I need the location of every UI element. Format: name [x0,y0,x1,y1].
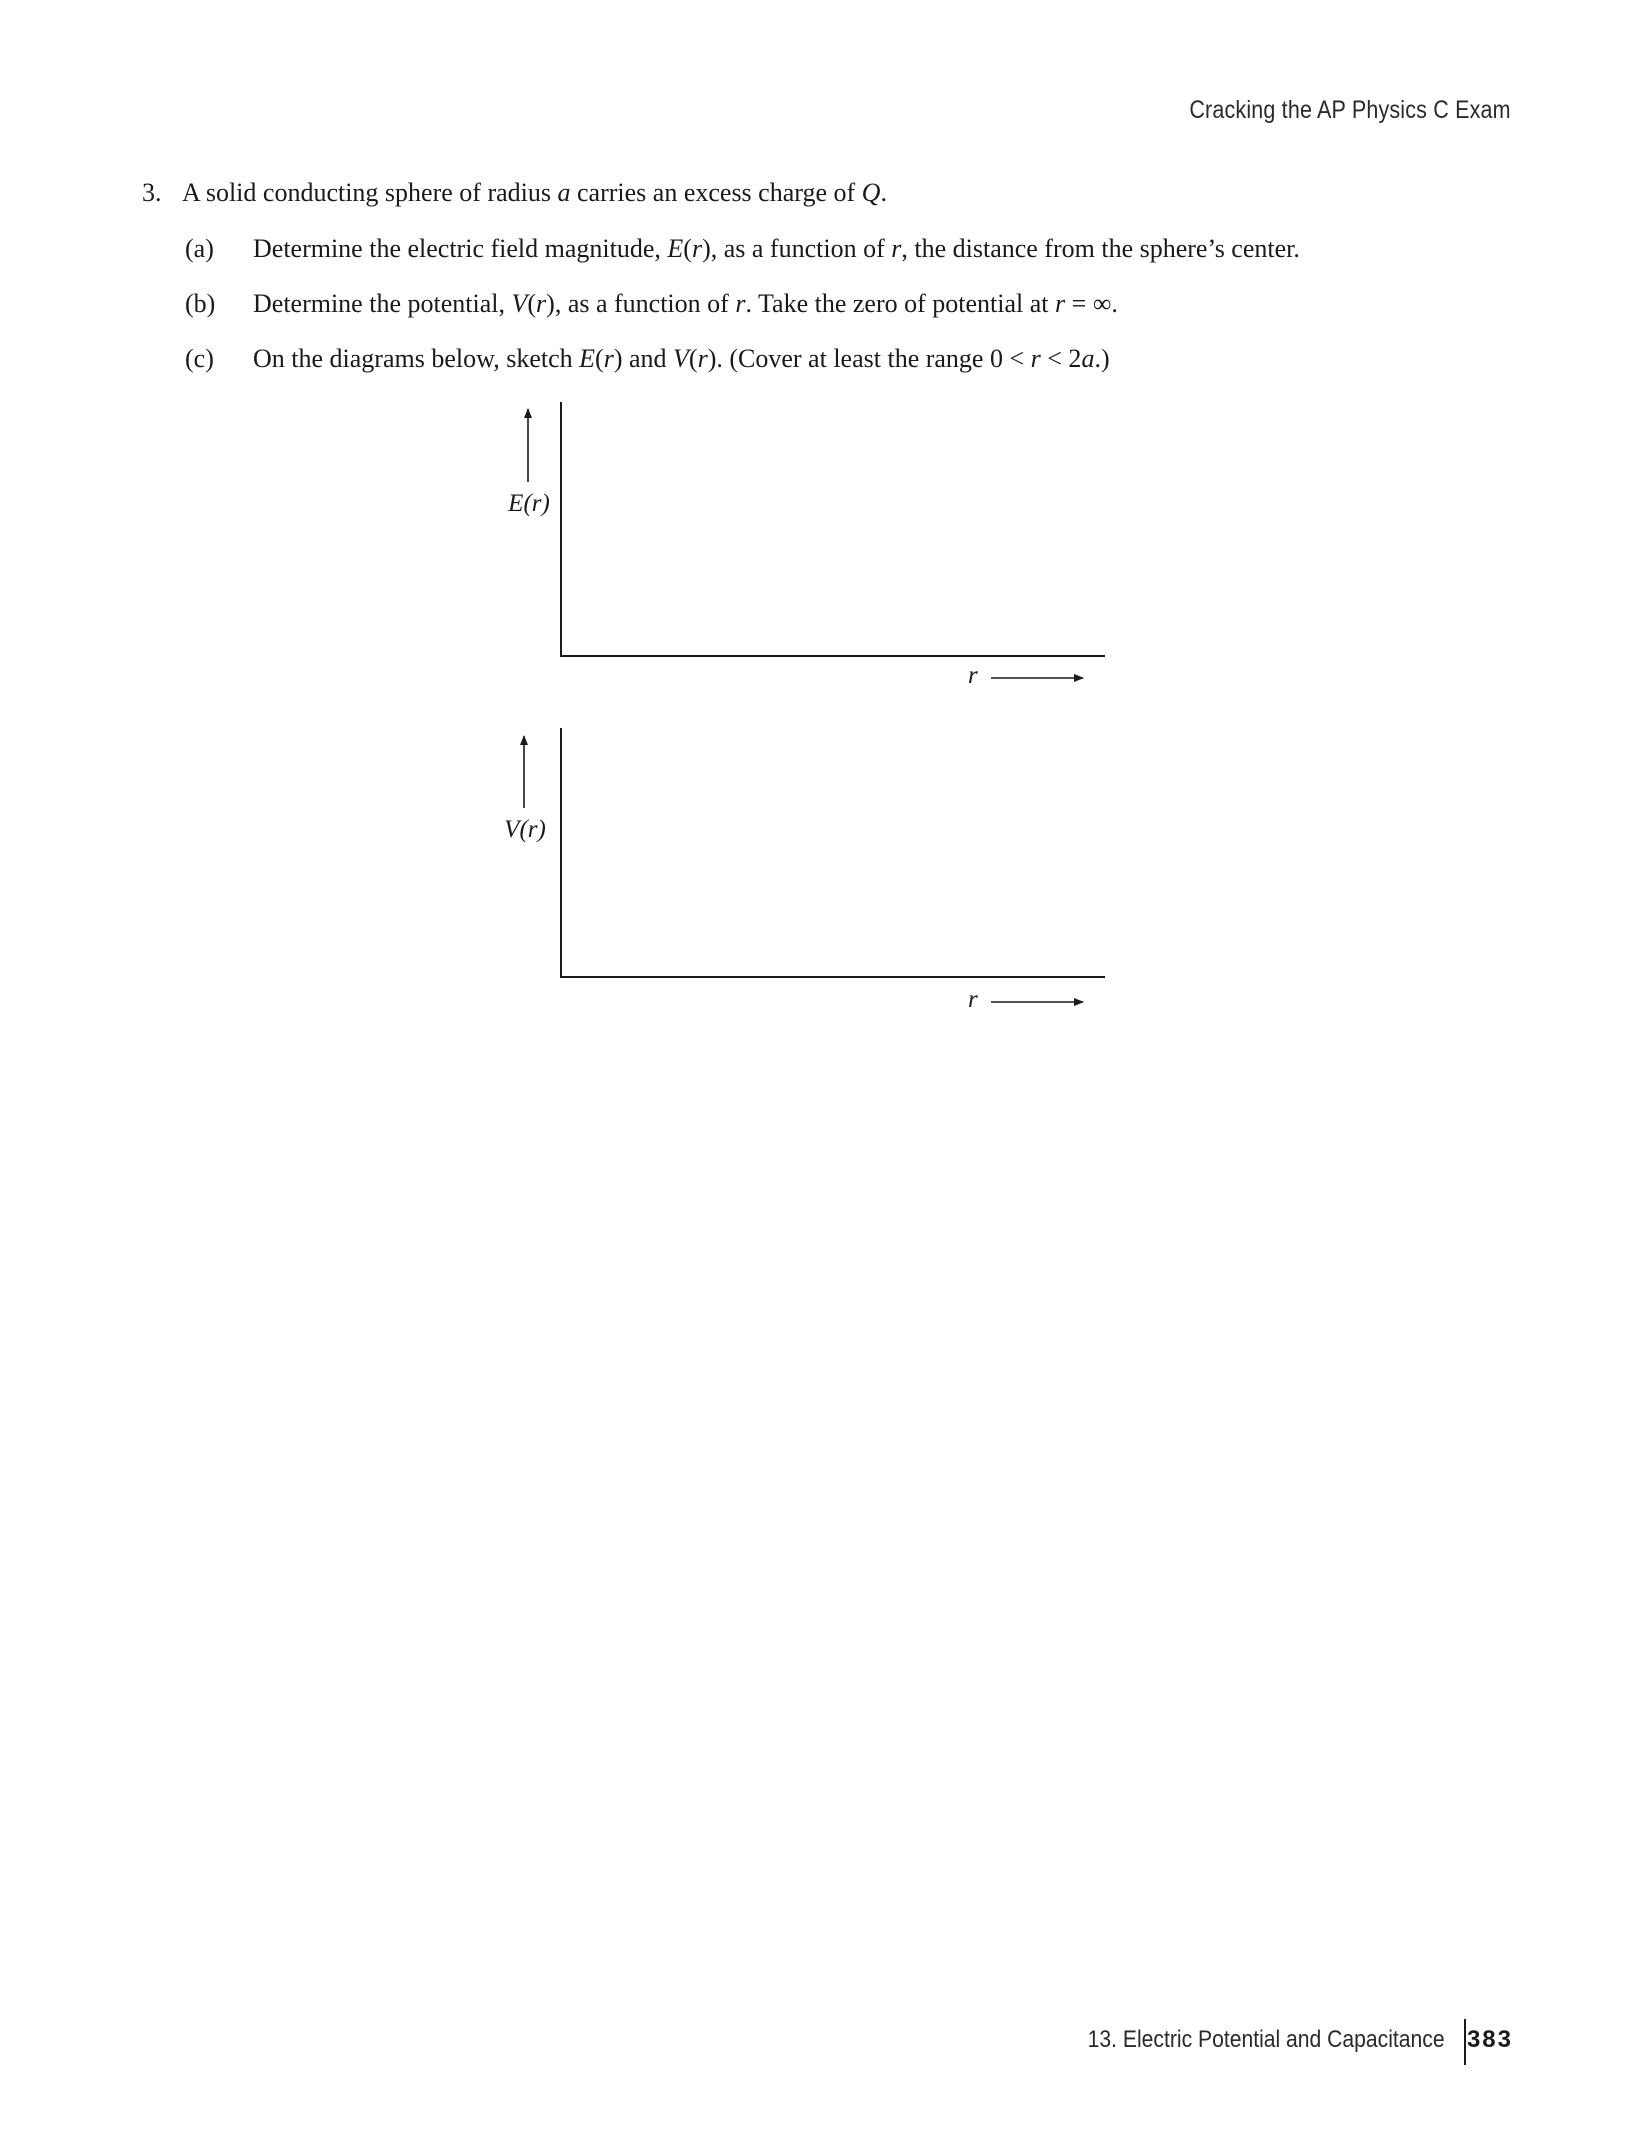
part-label: (c) [185,344,214,373]
question-number: 3. [142,178,162,207]
v-graph-x-label: r [968,986,978,1013]
part-var: r [691,234,703,263]
e-graph-x-label: r [968,662,978,689]
page-number: 383 [1466,2026,1513,2053]
part-label: (a) [185,234,214,263]
part-text: < 2 [1040,344,1082,373]
stem-text: . [880,178,887,207]
part-var: V [673,344,689,373]
footer-chapter-title: 13. Electric Potential and Capacitance [1088,2026,1445,2053]
part-text: Determine the potential, [253,289,512,318]
part-var: a [1081,344,1095,373]
part-text: ), as a function of [702,234,892,263]
part-var: r [1030,344,1041,373]
part-label: (b) [185,289,216,318]
part-text: ( [688,344,698,373]
part-text: Determine the electric field magnitude, [253,234,668,263]
stem-var: Q [861,178,881,207]
part-var: V [511,289,528,318]
part-var: r [735,289,746,318]
part-var: r [891,234,902,263]
part-text: ). (Cover at least the range 0 < [707,344,1031,373]
part-text: ) and [613,344,674,373]
stem-text: carries an excess charge of [570,178,862,207]
part-text: ( [683,234,692,263]
footer-divider [1464,2019,1466,2065]
v-graph-y-label: V(r) [504,816,546,843]
running-header: Cracking the AP Physics C Exam [1189,96,1511,124]
v-graph [524,728,1105,1002]
part-text: ), as a function of [546,289,736,318]
part-var: r [1055,289,1066,318]
e-graph [528,402,1105,678]
part-var: E [667,234,684,263]
part-text: . Take the zero of potential at [745,289,1056,318]
part-var: r [536,289,547,318]
e-graph-y-label: E(r) [508,490,550,517]
part-text: .) [1094,344,1110,373]
stem-var: a [557,178,571,207]
part-var: r [603,344,614,373]
part-var: E [579,344,596,373]
part-text: ( [595,344,604,373]
part-text: = ∞. [1065,289,1118,318]
part-var: r [697,344,708,373]
stem-text: A solid conducting sphere of radius [182,178,558,207]
part-text: ( [527,289,537,318]
part-text: On the diagrams below, sketch [253,344,580,373]
part-text: , the distance from the sphere’s center. [901,234,1300,263]
